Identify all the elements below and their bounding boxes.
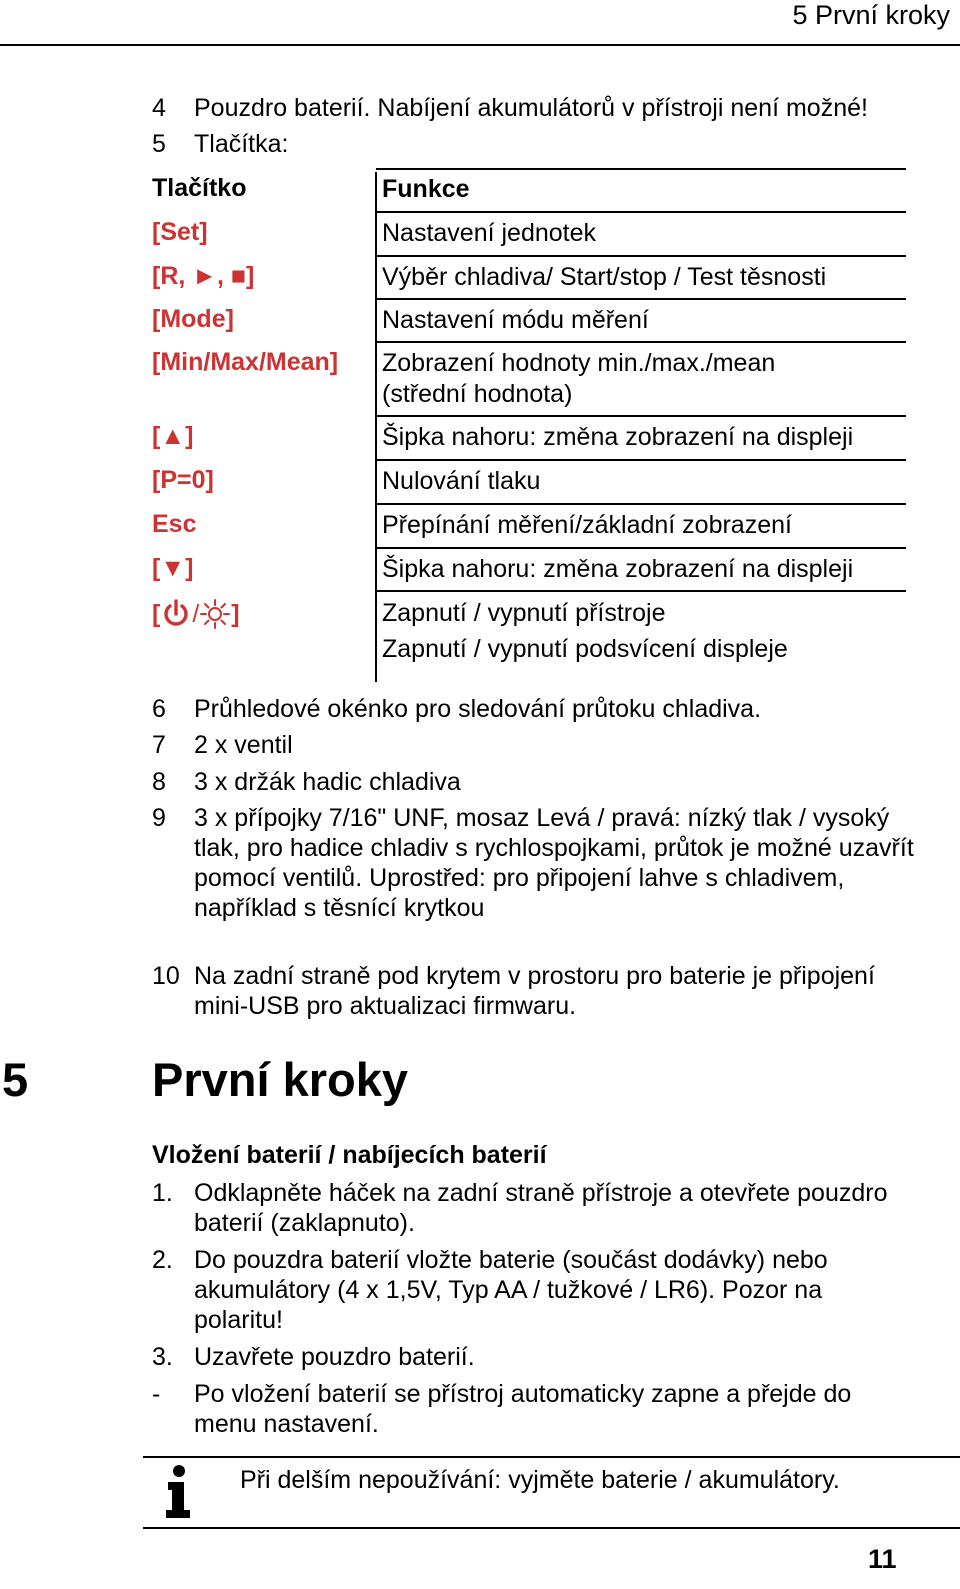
button-label-p0: [P=0] [152,466,214,494]
slash: / [192,599,200,628]
button-label-minmaxmean: [Min/Max/Mean] [152,348,339,376]
section-title: První kroky [152,1053,409,1106]
note-rule-top [143,1456,960,1458]
step-text: Do pouzdra baterií vložte baterie (součást dodávky) nebo akumulátory (4 x 1,5V, Typ AA / tužkové / LR6). Pozor na polaritu! [194,1246,828,1334]
table-rule [376,168,906,170]
item-number: 10 [152,962,180,990]
button-label-mode: [Mode] [152,305,234,333]
function-text: Zapnutí / vypnutí podsvícení displeje [382,635,788,663]
table-rule [376,211,906,213]
table-rule [376,547,906,549]
button-label-up: [▲] [152,422,194,450]
table-rule [376,503,906,505]
table-rule [376,590,906,592]
function-text: Nulování tlaku [382,467,541,495]
item-text: Tlačítka: [194,130,289,158]
step-text: Odklapněte háček na zadní straně přístroje a otevřete pouzdro baterií (zaklapnuto). [194,1179,888,1237]
bracket-close: ] [231,599,240,628]
item-text: Pouzdro baterií. Nabíjení akumulátorů v přístroji není možné! [194,94,868,122]
item-number: 5 [152,130,166,158]
running-header: 5 První kroky [792,0,950,30]
item-number: 7 [152,731,166,759]
step-text: Uzavřete pouzdro baterií. [194,1343,475,1371]
subheading: Vložení baterií / nabíjecích baterií [152,1141,547,1169]
button-label-esc: Esc [152,510,197,538]
table-rule [376,298,906,300]
info-icon [162,1464,196,1520]
item-text: Průhledové okénko pro sledování průtoku chladiva. [194,695,762,723]
item-number: 8 [152,768,166,796]
item-number: 9 [152,804,166,832]
note-text: Při delším nepoužívání: vyjměte baterie / akumulátory. [240,1466,840,1494]
step-number: 1. [152,1179,173,1207]
button-label-power-light [152,598,240,630]
table-rule [376,459,906,461]
note-rule-bottom [143,1527,960,1529]
button-label-down: [▼] [152,554,194,582]
light-icon [200,598,230,630]
step-text: Po vložení baterií se přístroj automaticky zapne a přejde do menu nastavení. [194,1380,852,1438]
section-number: 5 [2,1053,29,1106]
step-number: 3. [152,1343,173,1371]
function-text: Šipka nahoru: změna zobrazení na displeji [382,555,854,583]
table-header-button: Tlačítko [152,174,247,202]
power-icon [161,598,191,630]
item-text: 2 x ventil [194,731,293,759]
function-text: Přepínání měření/základní zobrazení [382,511,792,539]
table-rule [376,255,906,257]
function-text: Výběr chladiva/ Start/stop / Test těsnosti [382,263,827,291]
header-rule [0,44,960,46]
table-rule [376,415,906,417]
item-text: 3 x držák hadic chladiva [194,768,461,796]
bracket-open: [ [152,599,161,628]
function-text: Zobrazení hodnoty min./max./mean (střední hodnota) [382,349,776,408]
button-label-set: [Set] [152,218,208,246]
function-text: Nastavení jednotek [382,219,597,247]
step-number: 2. [152,1246,173,1274]
page-number: 11 [868,1544,897,1574]
function-text: Šipka nahoru: změna zobrazení na displeji [382,423,854,451]
table-header-function: Funkce [382,175,470,203]
function-text: Zapnutí / vypnutí přístroje [382,599,666,627]
table-rule [376,341,906,343]
table-column-divider [375,172,377,682]
item-text: 3 x přípojky 7/16" UNF, mosaz Levá / pravá: nízký tlak / vysoký tlak, pro hadice chladiv s rychlospojkami, průtok je možné uzavřít pomocí ventilů. Uprostřed: pro připojení lahve s chladivem, například s těsnící krytkou [194,804,914,922]
item-number: 6 [152,695,166,723]
function-text: Nastavení módu měření [382,306,649,334]
button-label-r: [R, ►, ■] [152,262,255,290]
step-number: - [152,1380,161,1408]
item-number: 4 [152,94,166,122]
item-text: Na zadní straně pod krytem v prostoru pro baterie je připojení mini-USB pro aktualizaci firmwaru. [194,962,875,1020]
